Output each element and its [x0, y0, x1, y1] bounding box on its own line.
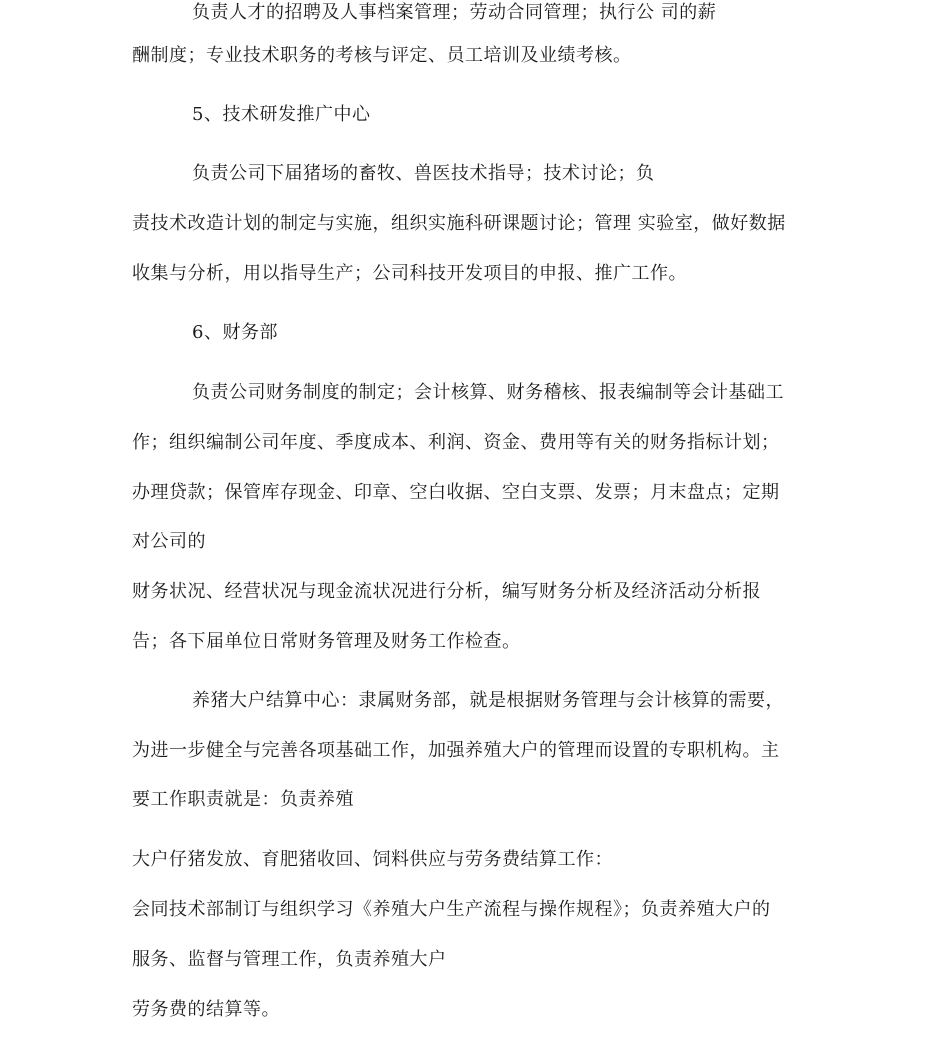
paragraph-line: 财务状况、经营状况与现金流状况进行分析，编写财务分析及经济活动分析报 — [132, 581, 761, 602]
section-heading: 5、技术研发推广中心 — [192, 104, 371, 125]
paragraph-line: 负责公司下届猪场的畜牧、兽医技术指导；技术讨论；负 — [192, 163, 655, 184]
paragraph-line: 对公司的 — [132, 531, 206, 552]
paragraph-line: 作；组织编制公司年度、季度成本、利润、资金、费用等有关的财务指标计划； — [132, 432, 780, 453]
paragraph-line: 酬制度；专业技术职务的考核与评定、员工培训及业绩考核。 — [132, 45, 632, 66]
paragraph-line: 办理贷款；保管库存现金、印章、空白收据、空白支票、发票；月末盘点；定期 — [132, 482, 780, 503]
paragraph-line: 服务、监督与管理工作，负责养殖大户 — [132, 949, 447, 970]
paragraph-line: 负责人才的招聘及人事档案管理；劳动合同管理；执行公 司的薪 — [192, 2, 717, 23]
paragraph-line: 劳务费的结算等。 — [132, 999, 280, 1020]
paragraph-line: 告；各下届单位日常财务管理及财务工作检查。 — [132, 631, 521, 652]
paragraph-line: 要工作职责就是：负责养殖 — [132, 789, 354, 810]
paragraph-line: 会同技术部制订与组织学习《养殖大户生产流程与操作规程》；负责养殖大户的 — [132, 899, 771, 920]
paragraph-line: 收集与分析，用以指导生产；公司科技开发项目的申报、推广工作。 — [132, 263, 687, 284]
paragraph-line: 责技术改造计划的制定与实施，组织实施科研课题讨论；管理 实验室，做好数据 — [132, 213, 786, 234]
section-heading: 6、财务部 — [192, 322, 278, 343]
paragraph-line: 负责公司财务制度的制定；会计核算、财务稽核、报表编制等会计基础工 — [192, 382, 784, 403]
paragraph-line: 为进一步健全与完善各项基础工作，加强养殖大户的管理而设置的专职机构。主 — [132, 740, 780, 761]
paragraph-line: 养猪大户结算中心：隶属财务部，就是根据财务管理与会计核算的需要， — [192, 690, 784, 711]
paragraph-line: 大户仔猪发放、育肥猪收回、饲料供应与劳务费结算工作： — [132, 849, 613, 870]
